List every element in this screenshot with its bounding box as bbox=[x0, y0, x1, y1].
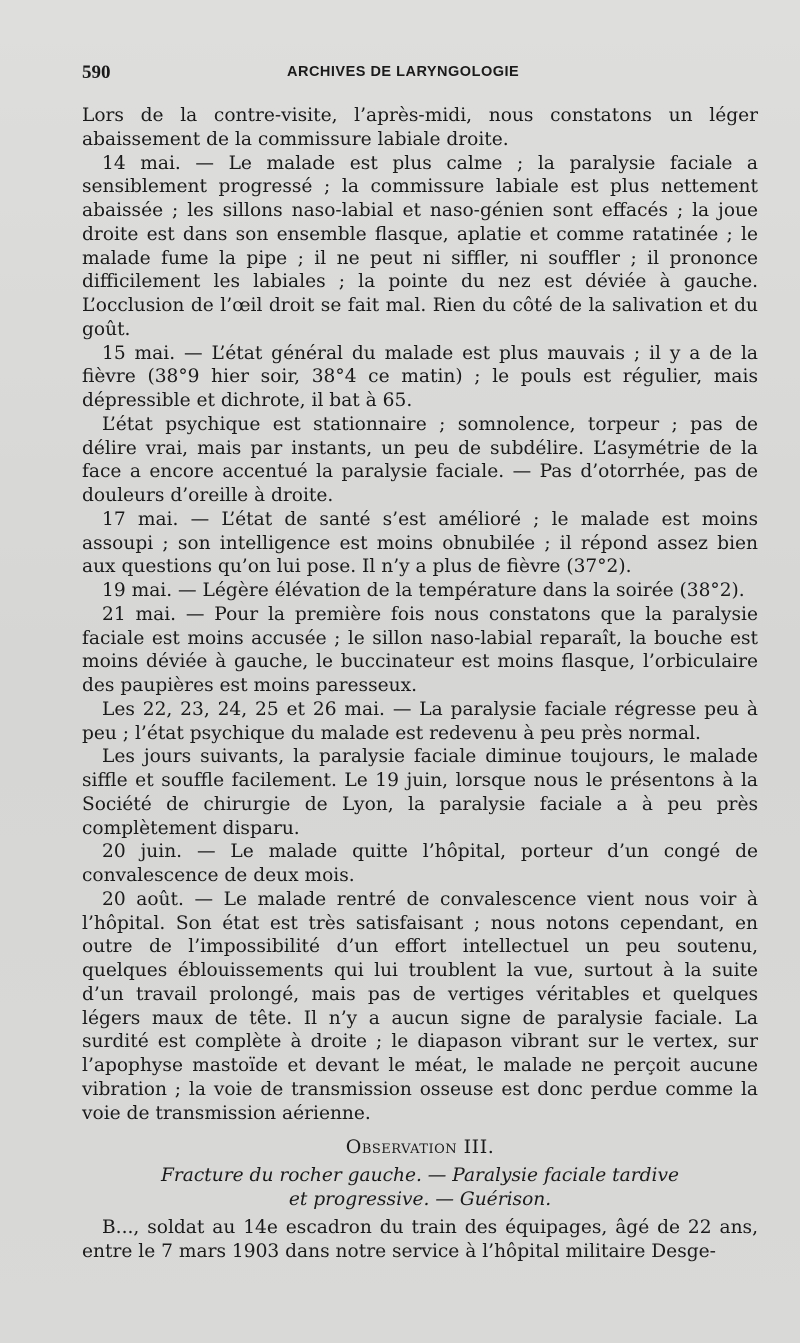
paragraph: L’état psychique est stationnaire ; somnolence, torpeur ; pas de délire vrai, mais par instants, un peu de subdélire. L’asymétrie de la face a encore accentué la paralysie faciale. — Pas d’otorrhée, pas de douleurs d’oreille à droite. bbox=[82, 413, 758, 506]
observation-subtitle-line: Fracture du rocher gauche. — Paralysie faciale tardive bbox=[161, 1165, 679, 1187]
paragraph: Lors de la contre-visite, l’après-midi, nous constatons un léger abaissement de la commissure labiale droite. bbox=[82, 105, 758, 150]
paragraph: Les jours suivants, la paralysie faciale diminue toujours, le malade siffle et souffle facilement. Le 19 juin, lorsque nous le présentons à la Société de chirurgie de Lyon, la paralysie faciale a à peu près complètement disparu. bbox=[82, 746, 758, 839]
page-number: 590 bbox=[82, 62, 111, 83]
journal-title: ARCHIVES DE LARYNGOLOGIE bbox=[287, 64, 520, 80]
observation-subtitle-line: et progressive. — Guérison. bbox=[288, 1189, 552, 1210]
paragraph: 19 mai. — Légère élévation de la température dans la soirée (38°2). bbox=[102, 580, 745, 601]
observation-subtitle bbox=[82, 1164, 758, 1212]
paragraph: B..., soldat au 14e escadron du train des équipages, âgé de 22 ans, entre le 7 mars 1903 dans notre service à l’hôpital militaire Desge- bbox=[82, 1216, 758, 1262]
running-header bbox=[82, 62, 758, 90]
paragraph: 21 mai. — Pour la première fois nous constatons que la paralysie faciale est moins accusée ; le sillon naso-labial reparaît, la bouche est moins déviée à gauche, le buccinateur est moins flasque, l’orbiculaire des paupières est moins paresseux. bbox=[82, 603, 758, 696]
observation-heading: Observation III. bbox=[345, 1136, 495, 1159]
body-text bbox=[82, 104, 758, 1263]
paragraph: 14 mai. — Le malade est plus calme ; la paralysie faciale a sensiblement progressé ; la commissure labiale est plus nettement abaissée ; les sillons naso-labial et naso-génien sont effacés ; la joue droite est dans son ensemble flasque, aplatie et comme ratatinée ; le malade fume la pipe ; il ne peut ni siffler, ni souffler ; il prononce difficilement les labiales ; la pointe du nez est déviée à gauche. L’occlusion de l’œil droit se fait mal. Rien du côté de la salivation et du goût. bbox=[82, 152, 758, 340]
paragraph: Les 22, 23, 24, 25 et 26 mai. — La paralysie faciale régresse peu à peu ; l’état psychique du malade est redevenu à peu près normal. bbox=[82, 698, 758, 744]
paragraph: 20 août. — Le malade rentré de convalescence vient nous voir à l’hôpital. Son état est très satisfaisant ; nous notons cependant, en outre de l’impossibilité d’un effort intellectuel un peu soutenu, quelques éblouissements qui lui troublent la vue, surtout à la suite d’un travail prolongé, mais pas de vertiges véritables et quelques légers maux de tête. Il n’y a aucun signe de paralysie faciale. La surdité est complète à droite ; le diapason vibrant sur le vertex, sur l’apophyse mastoïde et devant le méat, le malade ne perçoit aucune vibration ; la voie de transmission osseuse est donc perdue comme la voie de transmission aérienne. bbox=[82, 888, 758, 1124]
paragraph: 17 mai. — L’état de santé s’est amélioré ; le malade est moins assoupi ; son intelligence est moins obnubilée ; il répond assez bien aux questions qu’on lui pose. Il n’y a plus de fièvre (37°2). bbox=[82, 508, 758, 578]
paragraph: 15 mai. — L’état général du malade est plus mauvais ; il y a de la fièvre (38°9 hier soir, 38°4 ce matin) ; le pouls est régulier, mais dépressible et dichrote, il bat à 65. bbox=[82, 342, 758, 411]
paragraph: 20 juin. — Le malade quitte l’hôpital, porteur d’un congé de convalescence de deux mois. bbox=[82, 841, 758, 886]
